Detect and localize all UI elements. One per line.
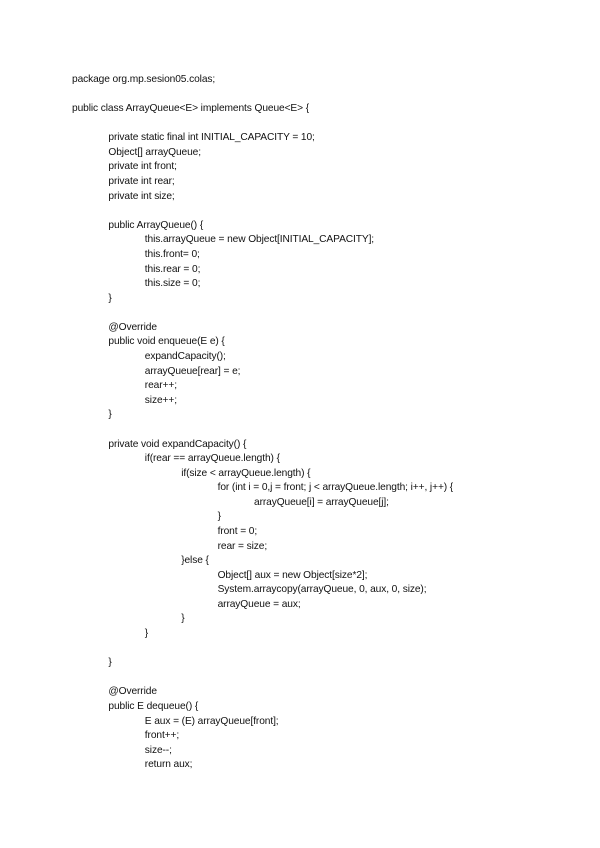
code-line: }else {	[181, 555, 209, 567]
code-line: this.front= 0;	[144, 248, 200, 260]
code-line: front = 0;	[217, 525, 258, 537]
code-line: arrayQueue[i] = arrayQueue[j];	[254, 496, 389, 508]
code-line: size--;	[144, 744, 172, 756]
code-line: }	[108, 292, 112, 304]
code-line: @Override	[108, 321, 157, 333]
code-line: this.arrayQueue = new Object[INITIAL_CAPACITY];	[144, 234, 375, 246]
code-line: Object[] arrayQueue;	[108, 146, 201, 158]
code-line: private int front;	[108, 161, 177, 173]
code-line: public class ArrayQueue<E> implements Queue<E> {	[72, 103, 310, 115]
code-line: @Override	[108, 686, 157, 698]
code-line: arrayQueue = aux;	[217, 598, 301, 610]
code-line: public E dequeue() {	[108, 700, 199, 712]
code-line: public void enqueue(E e) {	[108, 336, 225, 348]
code-line: arrayQueue[rear] = e;	[144, 365, 241, 377]
code-line: if(size < arrayQueue.length) {	[181, 467, 311, 479]
code-line: expandCapacity();	[144, 351, 226, 363]
code-line: }	[144, 628, 149, 640]
code-line: private static final int INITIAL_CAPACITY = 10;	[108, 132, 315, 144]
code-line: System.arraycopy(arrayQueue, 0, aux, 0, size);	[217, 584, 427, 596]
code-line: return aux;	[144, 759, 193, 771]
code-line: size++;	[144, 394, 177, 406]
code-line: private int rear;	[108, 176, 175, 188]
code-line: }	[217, 511, 221, 523]
code-line: for (int i = 0,j = front; j < arrayQueue.length; i++, j++) {	[217, 482, 454, 494]
code-line: this.size = 0;	[144, 278, 201, 290]
code-line: }	[108, 657, 112, 669]
code-line: public ArrayQueue() {	[108, 219, 204, 231]
code-line: rear = size;	[217, 540, 268, 552]
code-line: private int size;	[108, 190, 175, 202]
code-line: rear++;	[144, 380, 177, 392]
code-line: package org.mp.sesion05.colas;	[72, 74, 216, 85]
code-line: E aux = (E) arrayQueue[front];	[144, 715, 279, 727]
code-line: private void expandCapacity() {	[108, 438, 247, 450]
code-line: this.rear = 0;	[144, 263, 201, 275]
code-line: Object[] aux = new Object[size*2];	[217, 569, 368, 581]
code-line: }	[108, 409, 112, 421]
code-line: front++;	[144, 730, 180, 742]
code-line: if(rear == arrayQueue.length) {	[144, 453, 280, 465]
code-line: }	[181, 613, 185, 625]
